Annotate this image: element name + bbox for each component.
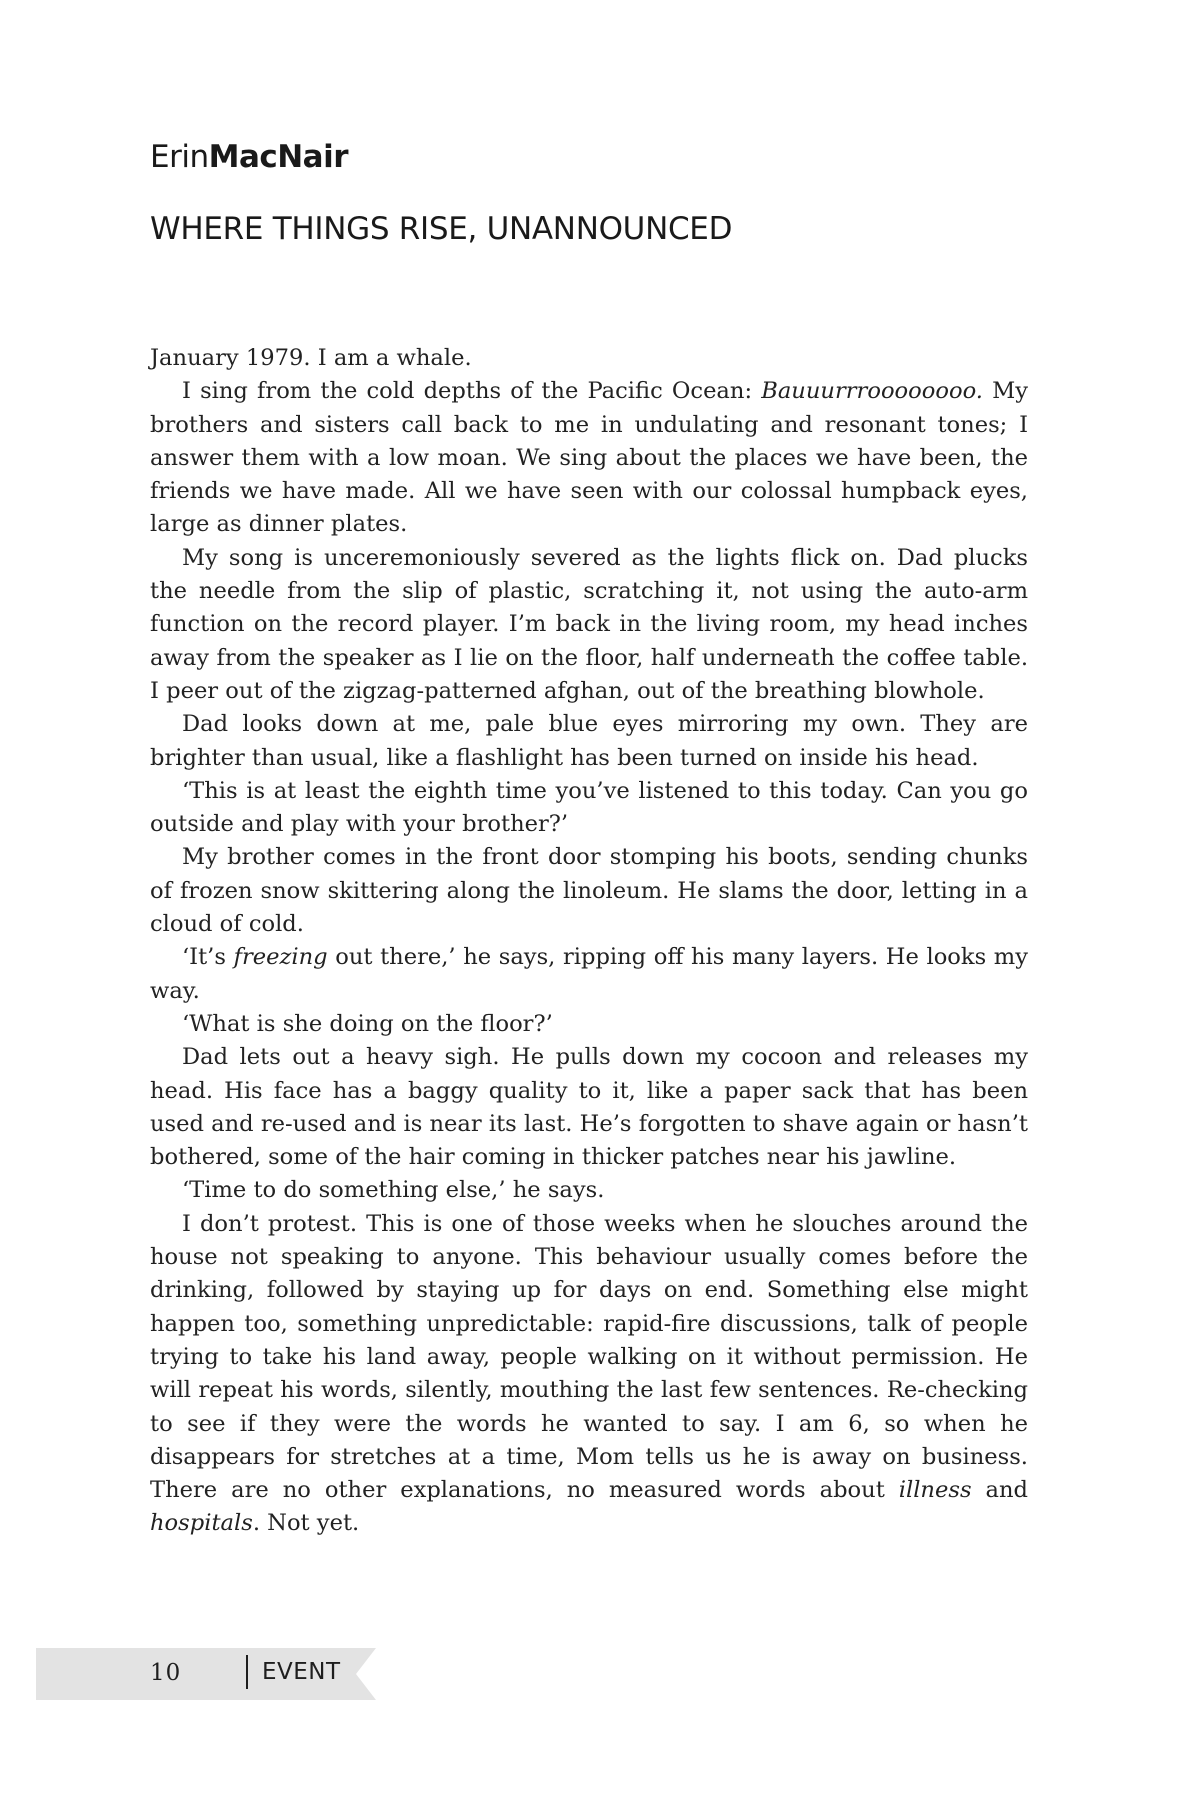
body-paragraph <box>150 775 1028 842</box>
text-run: My song is unceremoniously severed as the lights flick on. Dad plucks the needle from the slip of plastic, scratching it, not using the auto-arm function on the record player. I’m back in the living room, my head inches away from the speaker as I lie on the floor, half underneath the coffee table. I peer out of the zigzag-patterned afghan, out of the breathing blowhole. <box>150 544 1028 704</box>
text-run: ‘This is at least the eighth time you’ve listened to this today. Can you go outside and play with your brother?’ <box>150 777 1028 838</box>
text-run: I don’t protest. This is one of those weeks when he slouches around the house not speaking to anyone. This behaviour usually comes before the drinking, followed by staying up for days on end. Something else might happen too, something unpredictable: rapid-fire discussions, talk of people trying to take his land away, people walking on it without permission. He will repeat his words, silently, mouthing the last few sentences. Re-checking to see if they were the words he wanted to say. I am 6, so when he disappears for stretches at a time, Mom tells us he is away on business. There are no other explanations, no measured words about <box>150 1210 1028 1504</box>
text-run: January 1979. I am a whale. <box>150 345 472 371</box>
body-paragraph <box>150 1008 1028 1041</box>
story-title: WHERE THINGS RISE, UNANNOUNCED <box>150 211 733 247</box>
text-run: Dad looks down at me, pale blue eyes mirroring my own. They are brighter than usual, like a flashlight has been turned on inside his head. <box>150 711 1028 771</box>
text-run: My brother comes in the front door stomping his boots, sending chunks of frozen snow skittering along the linoleum. He slams the door, letting in a cloud of cold. <box>150 844 1028 938</box>
italic-text: freezing <box>233 944 328 971</box>
author-name <box>150 139 349 175</box>
body-paragraph <box>150 542 1028 708</box>
italic-text: Bauuurrroooooooo. <box>761 378 983 405</box>
body-paragraph <box>150 1208 1028 1541</box>
text-run: ‘It’s <box>182 944 234 971</box>
italic-text: illness <box>898 1477 972 1504</box>
journal-name: EVENT <box>262 1659 341 1685</box>
body-paragraph <box>150 941 1028 1008</box>
body-paragraph <box>150 1041 1028 1174</box>
page-number: 10 <box>150 1660 182 1686</box>
text-run: ‘What is she doing on the floor?’ <box>182 1010 553 1037</box>
text-run: . Not yet. <box>252 1510 360 1537</box>
footer-divider <box>246 1655 248 1689</box>
text-run: I sing from the cold depths of the Pacific Ocean: <box>182 378 762 405</box>
body-paragraph <box>150 375 1028 541</box>
body-paragraph <box>150 342 1028 375</box>
author-first-name: Erin <box>150 139 209 175</box>
text-run: and <box>971 1477 1028 1504</box>
text-run: My brothers and sisters call back to me in undulating and resonant tones; I answer them with a low moan. We sing about the places we have been, the friends we have made. All we have seen with our colossal humpback eyes, large as dinner plates. <box>150 378 1028 538</box>
text-run: ‘Time to do something else,’ he says. <box>182 1177 605 1204</box>
body-paragraph <box>150 708 1028 775</box>
text-run: out there,’ he says, ripping off his many layers. He looks my way. <box>150 944 1028 1004</box>
body-paragraph <box>150 1174 1028 1207</box>
body-paragraph <box>150 841 1028 941</box>
italic-text: hospitals <box>150 1510 253 1537</box>
text-run: Dad lets out a heavy sigh. He pulls down my cocoon and releases my head. His face has a baggy quality to it, like a paper sack that has been used and re-used and is near its last. He’s forgotten to shave again or hasn’t bothered, some of the hair coming in thicker patches near his jawline. <box>150 1044 1028 1171</box>
story-body <box>150 342 1028 1541</box>
author-last-name: MacNair <box>208 139 349 175</box>
